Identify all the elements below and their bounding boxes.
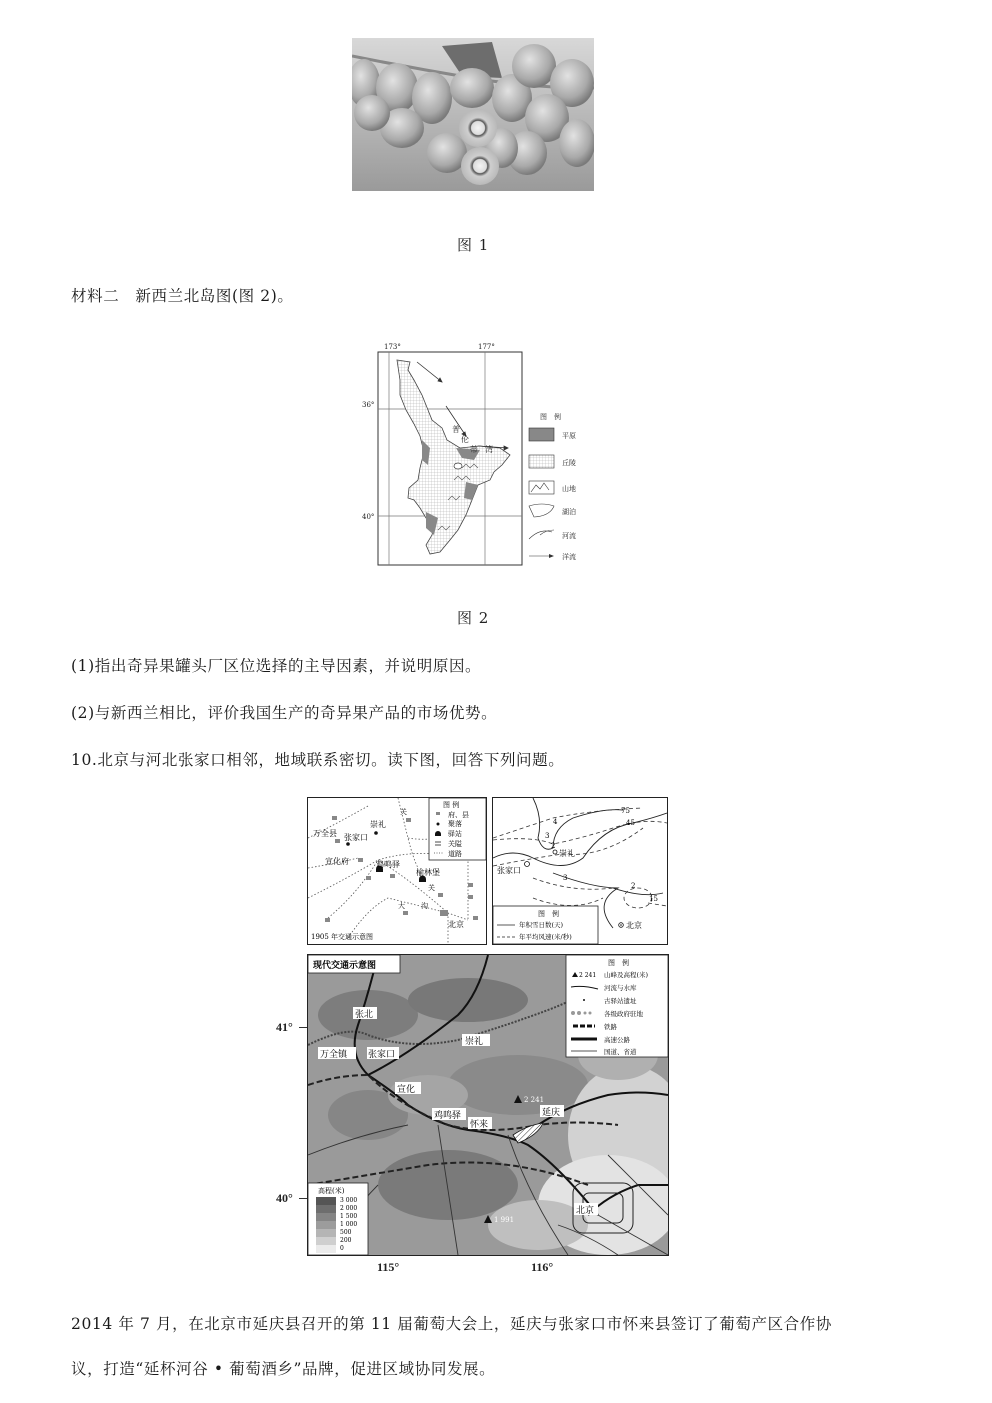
svg-text:张家口: 张家口 — [368, 1050, 396, 1060]
road-label: 沟 — [421, 902, 428, 910]
svg-text:图 例: 图 例 — [443, 801, 460, 809]
climate-legend — [493, 906, 642, 944]
svg-text:2 241: 2 241 — [579, 972, 597, 979]
elevation-swatch — [316, 1221, 336, 1229]
road-label: 大 — [398, 902, 405, 910]
svg-text:万全镇: 万全镇 — [320, 1050, 348, 1060]
svg-text:各级政府驻地: 各级政府驻地 — [604, 1010, 643, 1018]
elevation-swatch — [316, 1205, 336, 1213]
svg-text:关隘: 关隘 — [448, 840, 462, 848]
peak-elevation: 2 241 — [524, 1096, 545, 1104]
elevation-swatch — [316, 1245, 336, 1253]
svg-text:2 000: 2 000 — [340, 1205, 358, 1212]
lat-label-40: 40° — [276, 1191, 293, 1205]
lake-symbol — [529, 504, 554, 517]
bay-label-char: 伦 — [461, 435, 469, 444]
passage-line-1: 2014 年 7 月，在北京市延庆县召开的第 11 届葡萄大会上，延庆与张家口市怀来县签订了葡萄产区合作协 — [71, 1315, 832, 1333]
svg-text:宣化: 宣化 — [397, 1085, 416, 1095]
svg-text:图 例: 图 例 — [538, 910, 559, 918]
svg-text:1 000: 1 000 — [340, 1221, 358, 1228]
question-2: (2)与新西兰相比，评价我国生产的奇异果产品的市场优势。 — [71, 704, 498, 722]
lake-taupo — [454, 463, 462, 469]
svg-text:鸡鸣驿: 鸡鸣驿 — [434, 1111, 462, 1121]
kiwi-slice — [461, 147, 499, 185]
svg-text:古驿站遗址: 古驿站遗址 — [604, 997, 637, 1005]
kiwi-slice — [459, 109, 497, 147]
plain-swatch — [529, 428, 554, 441]
question-10: 10.北京与河北张家口相邻，地域联系密切。读下图，回答下列问题。 — [71, 751, 565, 769]
place-zhangjiakou: 张家口 — [497, 866, 521, 875]
svg-text:道路: 道路 — [448, 850, 462, 858]
place-chongli: 崇礼 — [370, 820, 386, 829]
svg-text:府、县: 府、县 — [448, 811, 469, 819]
svg-text:75: 75 — [621, 807, 630, 815]
svg-text:河流: 河流 — [562, 532, 576, 540]
svg-text:平原: 平原 — [562, 432, 576, 440]
svg-text:3: 3 — [545, 832, 550, 840]
svg-text:丘陵: 丘陵 — [562, 459, 576, 467]
modern-map-legend — [566, 955, 668, 1057]
lon-label-116: 116° — [531, 1260, 554, 1274]
kiwifruit-photo — [352, 38, 594, 191]
svg-text:延庆: 延庆 — [542, 1108, 561, 1118]
map1905-title: 1905 年交通示意图 — [311, 933, 374, 941]
chongli-symbol — [553, 850, 557, 854]
lon-label-115: 115° — [377, 1260, 400, 1274]
svg-text:500: 500 — [340, 1229, 352, 1236]
svg-text:高速公路: 高速公路 — [604, 1036, 630, 1044]
svg-text:怀来: 怀来 — [470, 1120, 489, 1130]
svg-text:铁路: 铁路 — [604, 1023, 617, 1031]
svg-text:3: 3 — [563, 874, 568, 882]
svg-text:驿站: 驿站 — [448, 830, 462, 838]
place-xuanhua: 宣化府 — [325, 857, 349, 866]
svg-text:15: 15 — [649, 895, 658, 903]
map1905-legend — [429, 798, 486, 860]
nz-north-island-map — [362, 340, 597, 570]
svg-text:山峰及高程(米): 山峰及高程(米) — [604, 971, 649, 979]
svg-text:山地: 山地 — [562, 485, 576, 493]
svg-text:洋流: 洋流 — [562, 553, 576, 561]
village-dot — [437, 823, 440, 826]
passage-line-2: 议，打造“延杯河谷 • 葡萄酒乡”品牌，促进区域协同发展。 — [71, 1360, 496, 1378]
material2-text: 材料二 新西兰北岛图(图 2)。 — [71, 287, 294, 305]
svg-text:高程(米): 高程(米) — [318, 1187, 345, 1195]
svg-text:1 500: 1 500 — [340, 1213, 358, 1220]
bay-label-char: 蒂 — [470, 445, 478, 454]
svg-text:200: 200 — [340, 1237, 352, 1244]
lat-label-41: 41° — [276, 1020, 293, 1034]
road-label: 关 — [428, 884, 435, 892]
svg-text:北京: 北京 — [576, 1206, 595, 1216]
figure2-caption: 图 2 — [457, 609, 490, 627]
svg-text:年平均风速(米/秒): 年平均风速(米/秒) — [519, 933, 572, 941]
place-beijing: 北京 — [448, 920, 464, 929]
svg-text:北京: 北京 — [626, 921, 642, 930]
road-label: 关 — [400, 808, 407, 816]
svg-text:崇礼: 崇礼 — [465, 1037, 484, 1047]
svg-text:2: 2 — [631, 882, 636, 890]
tick-40 — [299, 1198, 307, 1199]
svg-text:3 000: 3 000 — [340, 1197, 358, 1204]
elevation-swatch — [316, 1197, 336, 1205]
elevation-swatch — [316, 1229, 336, 1237]
svg-text:年积雪日数(天): 年积雪日数(天) — [519, 921, 564, 929]
svg-text:聚落: 聚落 — [448, 820, 462, 828]
elevation-legend — [308, 1183, 368, 1255]
place-jimingyi: 鸡鸣驿 — [376, 860, 400, 869]
wind-speed-isolines — [493, 808, 667, 908]
elevation-swatch — [316, 1237, 336, 1245]
svg-text:图 例: 图 例 — [608, 959, 629, 967]
lat-label: 36° — [362, 401, 375, 409]
place-wanquan: 万全县 — [313, 829, 337, 838]
mountain-swatch — [529, 481, 554, 494]
peak-elevation: 1 991 — [494, 1216, 515, 1224]
place-chongli: 崇礼 — [559, 849, 575, 858]
kiwifruit-image — [352, 38, 594, 191]
svg-text:4: 4 — [553, 818, 558, 826]
svg-text:河流与水库: 河流与水库 — [604, 984, 637, 992]
place-zhangjiakou: 张家口 — [344, 833, 368, 842]
svg-text:湖泊: 湖泊 — [562, 508, 576, 516]
svg-text:2: 2 — [551, 842, 556, 850]
climate-isoline-map — [492, 797, 668, 945]
zhangjiakou-symbol — [525, 862, 530, 867]
svg-text:国道、省道: 国道、省道 — [604, 1048, 637, 1056]
place-yulinbu: 榆林堡 — [416, 868, 440, 877]
svg-text:45: 45 — [626, 819, 635, 827]
lon-label: 177° — [478, 343, 495, 351]
map-1905-transport — [307, 797, 487, 945]
svg-text:张北: 张北 — [355, 1010, 374, 1020]
old-post-site-symbol — [583, 999, 585, 1001]
modern-transport-map — [307, 954, 669, 1256]
svg-text:0: 0 — [340, 1245, 344, 1252]
bay-label-char: 普 — [452, 425, 460, 434]
figure2-legend — [529, 412, 576, 561]
lon-label: 173° — [384, 343, 401, 351]
river-symbol — [529, 530, 554, 539]
county-square — [436, 812, 440, 815]
tick-41 — [299, 1027, 307, 1028]
lat-label: 40° — [362, 513, 375, 521]
bay-label-char: 湾 — [485, 445, 493, 454]
question-1: (1)指出奇异果罐头厂区位选择的主导因素，并说明原因。 — [71, 657, 482, 675]
hill-swatch — [529, 455, 554, 468]
modern-map-title: 现代交通示意图 — [313, 961, 377, 971]
elevation-swatch — [316, 1213, 336, 1221]
village-zhangjiakou — [346, 842, 350, 846]
figure1-caption: 图 1 — [457, 236, 490, 254]
svg-text:图 例: 图 例 — [540, 413, 561, 421]
village-chongli — [374, 831, 378, 835]
